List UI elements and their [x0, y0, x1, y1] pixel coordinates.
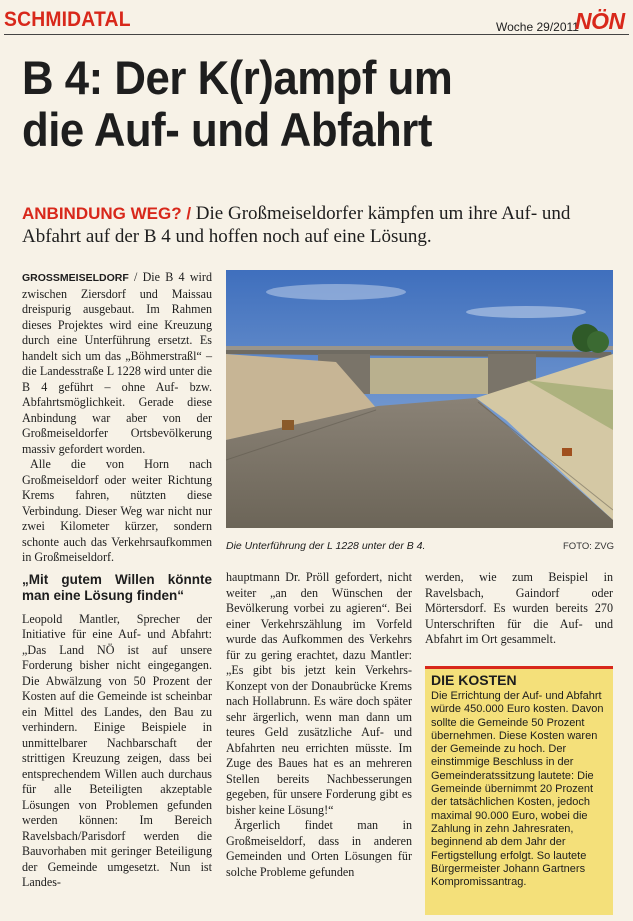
- headline-line-1: B 4: Der K(r)ampf um: [22, 51, 453, 104]
- paragraph-text: / Die B 4 wird zwischen Ziersdorf und Maissau dreispurig ausgebaut. Im Rahmen dieses Projektes wird eine Kreuzung durch eine Unterführung ersetzt. Es handelt sich um das „Böhmerstraßl“ – die Landesstraße L 1228 wird unter die B 4 geführt – ohne Auf- bzw. Abfahrtsmöglichkeit. Gerade diese Anbindung war aber von der Großmeiseldorfer Ortsbevölkerung massiv gefordert worden.: [22, 270, 212, 456]
- deck-text: Die Großmeiseldorfer kämpfen um ihre Auf- und Abfahrt auf der B 4 und hoffen noch auf eine Lösung.: [22, 203, 571, 247]
- paragraph: werden, wie zum Beispiel in Ravelsbach, Gaindorf oder Mörtersdorf. Es wurden bereits 270 Unterschriften für die Auf- und Abfahrt im Ort gesammelt.: [425, 570, 613, 646]
- article-column-3: [425, 570, 613, 648]
- headline-line-2: die Auf- und Abfahrt: [22, 103, 432, 156]
- issue-label: Woche 29/2011: [496, 20, 579, 34]
- photo-credit: FOTO: ZVG: [563, 541, 615, 552]
- paragraph: Ärgerlich findet man in Großmeiseldorf, dass in anderen Gemeinden und Orten Lösungen für solche Probleme gefunden: [226, 818, 412, 879]
- page-header: [0, 6, 633, 36]
- underpass-photo: [226, 270, 613, 528]
- paragraph: Alle die von Horn nach Großmeiseldorf oder weiter Richtung Krems fahren, nützten diese Verbindung. Dieser Weg war nicht nur zwei Kilometer kürzer, sondern schonte auch das Verkehrsaufkommen in Großmeiseldorf.: [22, 457, 212, 564]
- section-title: SCHMIDATAL: [4, 8, 131, 31]
- article-headline: [22, 52, 580, 156]
- article-subhead: „Mit gutem Willen könnte man eine Lösung finden“: [22, 571, 212, 603]
- header-rule: [4, 34, 629, 35]
- infobox-title: DIE KOSTEN: [431, 672, 517, 688]
- article-deck: [22, 202, 622, 248]
- dateline: GROSSMEISELDORF: [22, 272, 129, 284]
- infobox-text: Die Errichtung der Auf- und Abfahrt würde 450.000 Euro kosten. Davon sollte die Gemeinde 50 Prozent übernehmen. Diese Kosten waren der Gemeinde zu hoch. Der einstimmige Beschluss in der Gemeinderatssitzung lautete: Die Gemeinde übernimmt 20 Prozent der tatsächlichen Kosten, jedoch maximal 90.000 Euro, wobei die Zahlung in zehn Jahresraten, beginnend ab dem Jahr der Fertigstellung erfolgt. So lautete Bürgermeister Johann Gartners Kompromissantrag.: [431, 690, 604, 889]
- costs-infobox: [425, 666, 613, 915]
- article-column-1: [22, 270, 212, 891]
- paragraph: [22, 270, 212, 457]
- photo-caption: Die Unterführung der L 1228 unter der B 4.: [226, 540, 426, 552]
- article-column-2: [226, 570, 412, 880]
- paragraph: Leopold Mantler, Sprecher der Initiative für eine Auf- und Abfahrt: „Das Land NÖ ist auf unsere Forderung bisher nicht eingegangen. Die Abwälzung von 50 Prozent der Kosten auf die Gemeinde ist scheinbar ein Mittel des Landes, den Bau zu verhindern. Einige Beispiele in unmittelbarer Nachbarschaft der strittigen Kreuzung zeigen, dass bei entsprechendem Willen auch durchaus für alle Beteiligten akzeptable Lösungen von Problemen gefunden werden können: Im Bereich Ravelsbach/Parisdorf werden die Bauvorhaben mit geringer Beteiligung der Gemeinde umgesetzt. Nun ist Landes-: [22, 611, 212, 889]
- newspaper-logo: NÖN: [575, 8, 625, 34]
- paragraph: hauptmann Dr. Pröll gefordert, nicht weiter „an den Wünschen der Bevölkerung vorbei zu agieren“. Bei einer Verkehrszählung im Vorfeld wurde das Aufkommen des Verkehrs für zu gering erachtet, dazu Mantler: „Es gibt bis jetzt kein Verkehrs-Konzept von der Donaubrücke Krems nach Hollabrunn. Es wäre doch später sehr ärgerlich, wenn man dann um teures Geld zusätzliche Auf- und Abfahrten neu errichten müsste. Im Zuge des Baues hat es an mehreren Stellen bereits Nachbesserungen gegeben, für unsere Forderung gibt es bisher keine Lösung!“: [226, 570, 412, 817]
- deck-kicker: ANBINDUNG WEG? /: [22, 204, 192, 223]
